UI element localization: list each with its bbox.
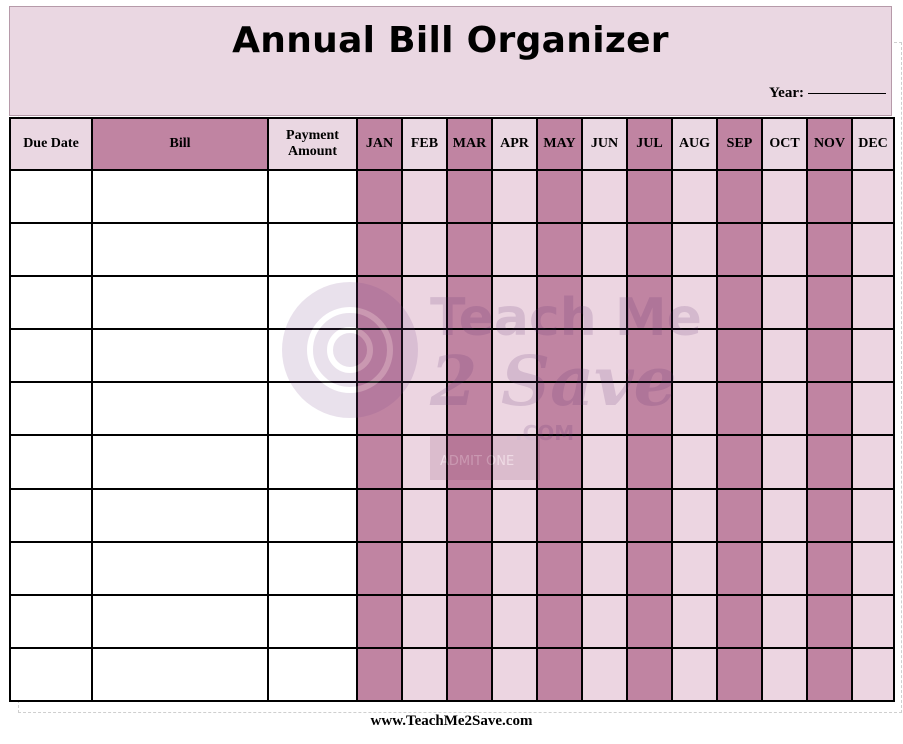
table-cell[interactable] [492, 276, 537, 329]
table-cell[interactable] [92, 489, 268, 542]
table-cell[interactable] [357, 223, 402, 276]
table-cell[interactable] [807, 170, 852, 223]
table-cell[interactable] [357, 595, 402, 648]
footer-url[interactable]: www.TeachMe2Save.com [370, 713, 533, 729]
table-cell[interactable] [357, 648, 402, 701]
table-cell[interactable] [672, 595, 717, 648]
table-cell[interactable] [268, 595, 357, 648]
table-cell[interactable] [852, 435, 894, 488]
table-row [10, 648, 894, 701]
table-cell[interactable] [92, 276, 268, 329]
table-cell[interactable] [447, 329, 492, 382]
year-blank-line[interactable] [808, 92, 886, 94]
table-cell[interactable] [672, 648, 717, 701]
table-cell[interactable] [492, 489, 537, 542]
column-header-dec: DEC [852, 118, 894, 170]
bill-table [9, 117, 895, 702]
table-cell[interactable] [672, 489, 717, 542]
table-cell[interactable] [492, 170, 537, 223]
table-cell[interactable] [10, 382, 92, 435]
table-cell[interactable] [492, 329, 537, 382]
table-row [10, 595, 894, 648]
table-cell[interactable] [852, 489, 894, 542]
table-cell[interactable] [717, 489, 762, 542]
table-cell[interactable] [852, 329, 894, 382]
table-cell[interactable] [717, 542, 762, 595]
table-cell[interactable] [537, 276, 582, 329]
table-cell[interactable] [10, 170, 92, 223]
year-label: Year: [769, 85, 804, 101]
table-cell[interactable] [627, 329, 672, 382]
table-cell[interactable] [402, 170, 447, 223]
table-cell[interactable] [268, 276, 357, 329]
table-cell[interactable] [717, 595, 762, 648]
table-cell[interactable] [762, 542, 807, 595]
table-cell[interactable] [852, 276, 894, 329]
table-cell[interactable] [402, 223, 447, 276]
column-header-feb: FEB [402, 118, 447, 170]
table-cell[interactable] [10, 489, 92, 542]
table-cell[interactable] [357, 329, 402, 382]
table-cell[interactable] [402, 435, 447, 488]
table-cell[interactable] [582, 595, 627, 648]
column-header-nov: NOV [807, 118, 852, 170]
table-cell[interactable] [582, 329, 627, 382]
column-header-payment-amount: Payment Amount [268, 118, 357, 170]
table-cell[interactable] [627, 542, 672, 595]
table-cell[interactable] [492, 595, 537, 648]
table-cell[interactable] [402, 542, 447, 595]
table-cell[interactable] [268, 170, 357, 223]
table-cell[interactable] [582, 382, 627, 435]
table-cell[interactable] [537, 542, 582, 595]
table-cell[interactable] [537, 595, 582, 648]
table-cell[interactable] [672, 435, 717, 488]
table-cell[interactable] [717, 329, 762, 382]
table-cell[interactable] [762, 223, 807, 276]
table-cell[interactable] [627, 489, 672, 542]
table-cell[interactable] [268, 223, 357, 276]
table-cell[interactable] [582, 223, 627, 276]
table-row [10, 276, 894, 329]
table-row [10, 382, 894, 435]
table-cell[interactable] [672, 170, 717, 223]
table-cell[interactable] [357, 276, 402, 329]
table-cell[interactable] [807, 276, 852, 329]
table-row [10, 489, 894, 542]
table-cell[interactable] [582, 435, 627, 488]
table-cell[interactable] [447, 382, 492, 435]
table-cell[interactable] [717, 276, 762, 329]
table-cell[interactable] [92, 542, 268, 595]
table-cell[interactable] [717, 648, 762, 701]
table-cell[interactable] [10, 648, 92, 701]
header-row [10, 118, 894, 170]
table-cell[interactable] [268, 542, 357, 595]
table-cell[interactable] [672, 542, 717, 595]
table-cell[interactable] [268, 489, 357, 542]
table-cell[interactable] [717, 223, 762, 276]
table-cell[interactable] [92, 435, 268, 488]
table-cell[interactable] [582, 648, 627, 701]
table-cell[interactable] [10, 276, 92, 329]
table-cell[interactable] [762, 382, 807, 435]
table-cell[interactable] [807, 542, 852, 595]
table-cell[interactable] [492, 382, 537, 435]
table-cell[interactable] [447, 542, 492, 595]
column-header-jun: JUN [582, 118, 627, 170]
table-cell[interactable] [717, 435, 762, 488]
table-cell[interactable] [852, 648, 894, 701]
table-cell[interactable] [852, 595, 894, 648]
table-cell[interactable] [92, 170, 268, 223]
column-header-sep: SEP [717, 118, 762, 170]
table-cell[interactable] [92, 648, 268, 701]
table-cell[interactable] [447, 489, 492, 542]
table-cell[interactable] [357, 489, 402, 542]
table-cell[interactable] [762, 648, 807, 701]
table-cell[interactable] [807, 382, 852, 435]
table-cell[interactable] [537, 648, 582, 701]
table-cell[interactable] [10, 329, 92, 382]
column-header-jan: JAN [357, 118, 402, 170]
table-cell[interactable] [492, 435, 537, 488]
table-cell[interactable] [807, 489, 852, 542]
table-cell[interactable] [852, 170, 894, 223]
table-cell[interactable] [10, 223, 92, 276]
column-header-may: MAY [537, 118, 582, 170]
table-cell[interactable] [92, 223, 268, 276]
table-cell[interactable] [807, 435, 852, 488]
header-banner [9, 6, 892, 116]
table-row [10, 170, 894, 223]
table-cell[interactable] [357, 542, 402, 595]
table-cell[interactable] [717, 382, 762, 435]
table-row [10, 542, 894, 595]
table-cell[interactable] [447, 595, 492, 648]
table-cell[interactable] [492, 542, 537, 595]
table-cell[interactable] [582, 542, 627, 595]
table-row [10, 329, 894, 382]
table-cell[interactable] [582, 489, 627, 542]
table-cell[interactable] [10, 542, 92, 595]
table-cell[interactable] [807, 223, 852, 276]
table-cell[interactable] [627, 276, 672, 329]
table-row [10, 435, 894, 488]
table-cell[interactable] [402, 329, 447, 382]
table-cell[interactable] [582, 276, 627, 329]
table-cell[interactable] [627, 382, 672, 435]
table-cell[interactable] [762, 276, 807, 329]
table-cell[interactable] [268, 382, 357, 435]
table-cell[interactable] [537, 170, 582, 223]
table-cell[interactable] [402, 382, 447, 435]
table-cell[interactable] [762, 489, 807, 542]
table-cell[interactable] [537, 223, 582, 276]
column-header-due-date: Due Date [10, 118, 92, 170]
table-cell[interactable] [807, 648, 852, 701]
table-cell[interactable] [268, 435, 357, 488]
table-cell[interactable] [762, 595, 807, 648]
table-cell[interactable] [402, 648, 447, 701]
column-header-jul: JUL [627, 118, 672, 170]
table-cell[interactable] [762, 170, 807, 223]
table-cell[interactable] [402, 489, 447, 542]
table-cell[interactable] [807, 595, 852, 648]
table-cell[interactable] [402, 276, 447, 329]
table-cell[interactable] [852, 223, 894, 276]
table-cell[interactable] [447, 435, 492, 488]
column-header-bill: Bill [92, 118, 268, 170]
table-cell[interactable] [447, 648, 492, 701]
table-cell[interactable] [268, 648, 357, 701]
year-field[interactable] [769, 85, 886, 102]
table-cell[interactable] [357, 170, 402, 223]
table-cell[interactable] [852, 542, 894, 595]
table-cell[interactable] [447, 276, 492, 329]
table-cell[interactable] [537, 382, 582, 435]
column-header-aug: AUG [672, 118, 717, 170]
table-cell[interactable] [92, 595, 268, 648]
table-cell[interactable] [92, 329, 268, 382]
table-cell[interactable] [492, 223, 537, 276]
table-cell[interactable] [717, 170, 762, 223]
table-cell[interactable] [268, 329, 357, 382]
table-cell[interactable] [447, 223, 492, 276]
table-cell[interactable] [627, 648, 672, 701]
table-cell[interactable] [537, 329, 582, 382]
table-cell[interactable] [10, 435, 92, 488]
table-cell[interactable] [852, 382, 894, 435]
table-cell[interactable] [672, 382, 717, 435]
table-cell[interactable] [627, 595, 672, 648]
table-cell[interactable] [447, 170, 492, 223]
table-row [10, 223, 894, 276]
column-header-mar: MAR [447, 118, 492, 170]
page-title: Annual Bill Organizer [232, 20, 669, 61]
table-cell[interactable] [402, 595, 447, 648]
table-cell[interactable] [537, 489, 582, 542]
column-header-apr: APR [492, 118, 537, 170]
table-cell[interactable] [627, 435, 672, 488]
table-cell[interactable] [807, 329, 852, 382]
table-cell[interactable] [672, 276, 717, 329]
table-cell[interactable] [762, 435, 807, 488]
table-cell[interactable] [672, 329, 717, 382]
table-cell[interactable] [92, 382, 268, 435]
table-cell[interactable] [582, 170, 627, 223]
table-cell[interactable] [672, 223, 717, 276]
table-cell[interactable] [357, 435, 402, 488]
table-body [10, 170, 894, 701]
table-cell[interactable] [10, 595, 92, 648]
table-cell[interactable] [492, 648, 537, 701]
table-cell[interactable] [762, 329, 807, 382]
table-cell[interactable] [627, 223, 672, 276]
table-cell[interactable] [537, 435, 582, 488]
column-header-oct: OCT [762, 118, 807, 170]
table-cell[interactable] [627, 170, 672, 223]
table-cell[interactable] [357, 382, 402, 435]
